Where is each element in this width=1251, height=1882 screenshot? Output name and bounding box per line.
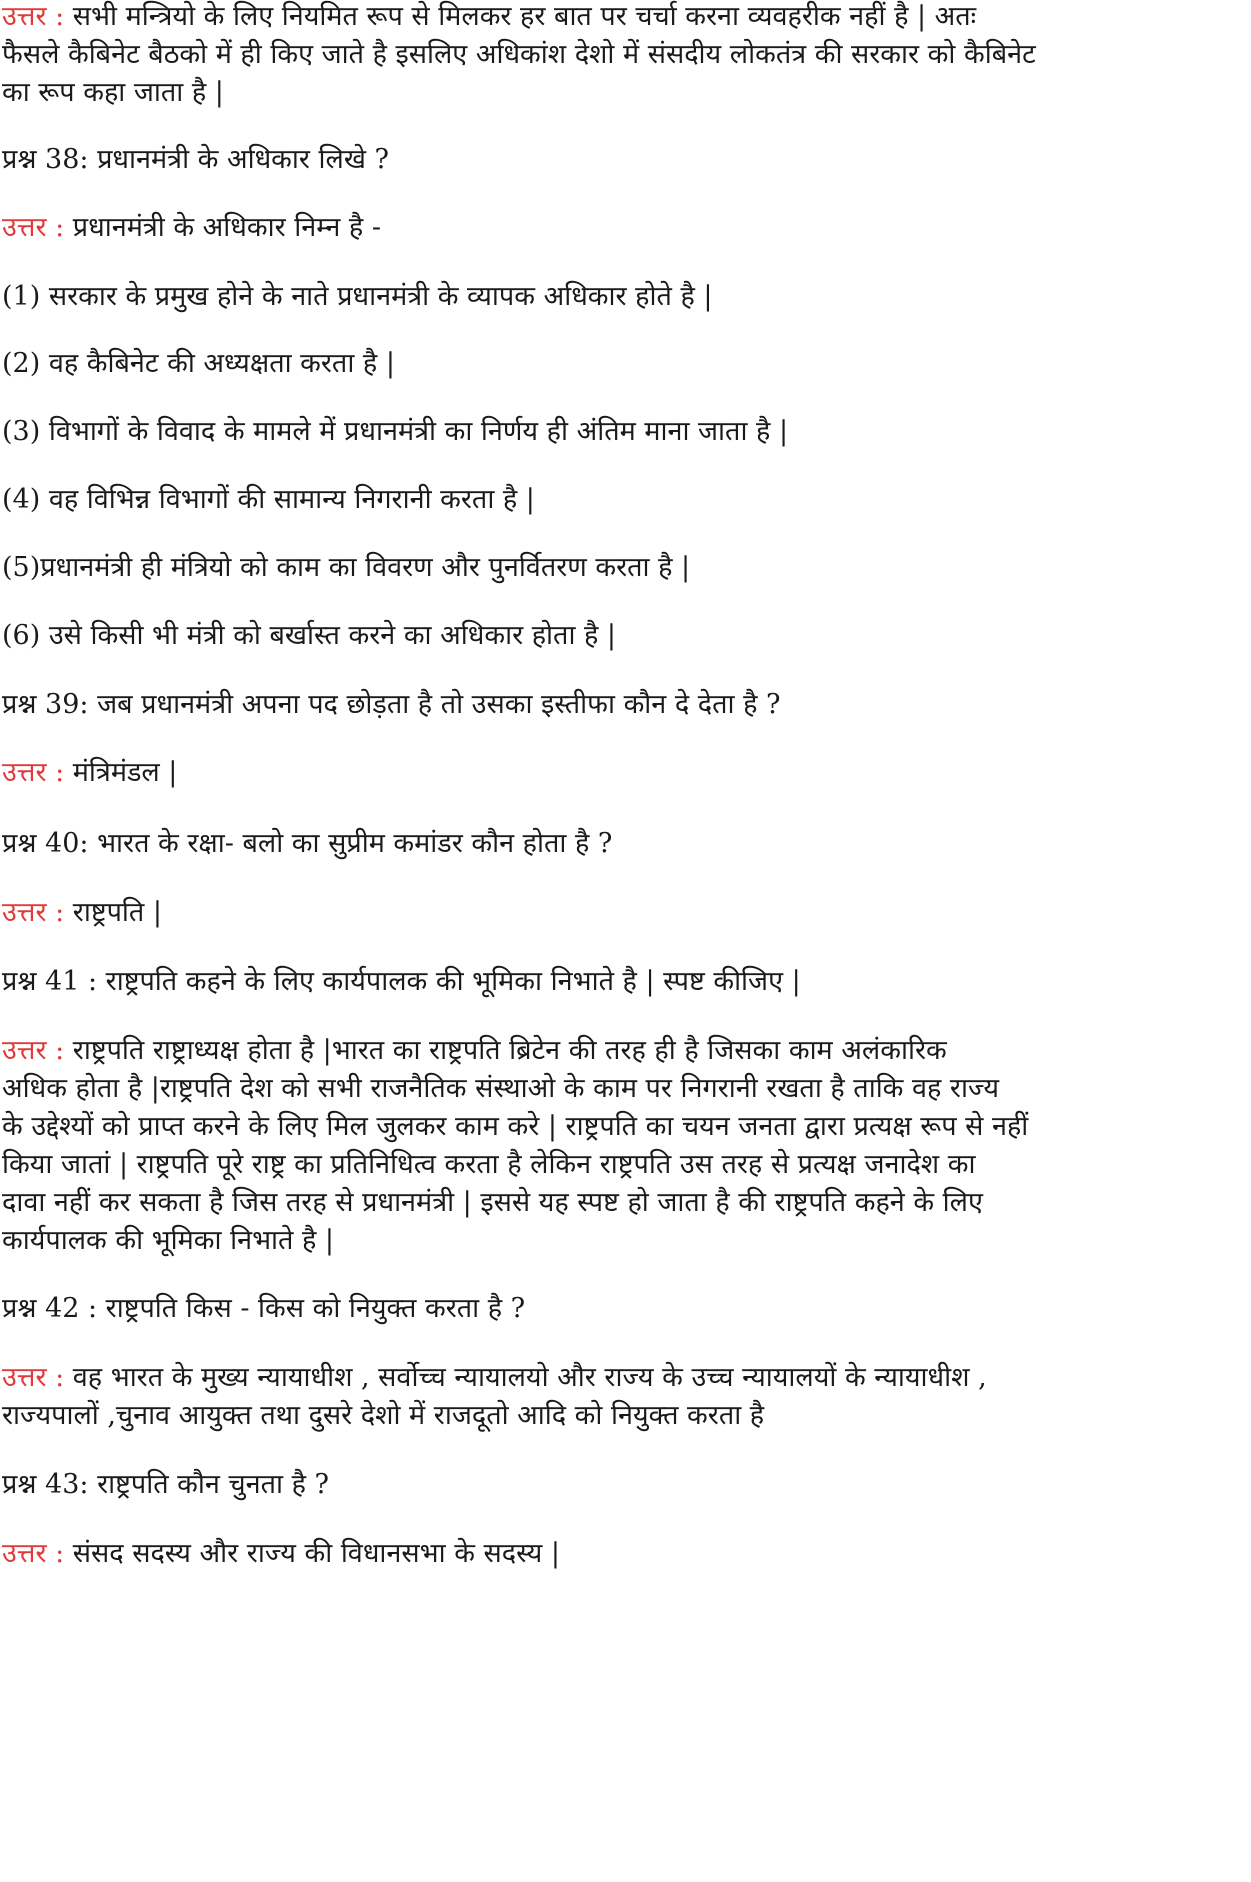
question-43-text: प्रश्न 43: राष्ट्रपति कौन चुनता है ? <box>2 1469 329 1500</box>
answer-37-line-3-text: का रूप कहा जाता है | <box>2 77 224 108</box>
answer-38-point-1 <box>2 280 712 314</box>
answer-41-line-4 <box>2 1148 975 1182</box>
answer-38-point-2 <box>2 347 395 381</box>
question-39 <box>2 688 780 722</box>
answer-40-text: राष्ट्रपति | <box>72 897 162 928</box>
answer-label: उत्तर : <box>2 1538 65 1569</box>
answer-label: उत्तर : <box>2 757 65 788</box>
answer-37-line-2-text: फैसले कैबिनेट बैठको में ही किए जाते है इसलिए अधिकांश देशो में संसदीय लोकतंत्र की सरकार को कैबिनेट <box>2 39 1036 70</box>
answer-label: उत्तर : <box>2 1035 65 1066</box>
question-40-text: प्रश्न 40: भारत के रक्षा- बलो का सुप्रीम कमांडर कौन होता है ? <box>2 828 613 859</box>
answer-38-point-2-text: (2) वह कैबिनेट की अध्यक्षता करता है | <box>2 348 395 379</box>
answer-39 <box>2 756 177 790</box>
answer-label: उत्तर : <box>2 212 65 243</box>
answer-label: उत्तर : <box>2 1362 65 1393</box>
answer-41-line-4-text: किया जातां | राष्ट्रपति पूरे राष्ट्र का प्रतिनिधित्व करता है लेकिन राष्ट्रपति उस तरह से प्रत्यक्ष जनादेश का <box>2 1149 976 1180</box>
answer-38-point-3 <box>2 415 788 449</box>
question-42 <box>2 1292 525 1326</box>
answer-38-point-6-text: (6) उसे किसी भी मंत्री को बर्खास्त करने का अधिकार होता है | <box>2 620 617 651</box>
answer-42-line-1-text: वह भारत के मुख्य न्यायाधीश , सर्वोच्च न्यायालयो और राज्य के उच्च न्यायालयों के न्यायाधीश , <box>72 1362 987 1393</box>
answer-42-line-1 <box>2 1361 987 1395</box>
answer-39-text: मंत्रिमंडल | <box>72 757 178 788</box>
question-43 <box>2 1468 329 1502</box>
question-42-text: प्रश्न 42 : राष्ट्रपति किस - किस को नियुक्त करता है ? <box>2 1293 526 1324</box>
answer-41-line-1 <box>2 1034 947 1068</box>
question-41 <box>2 965 801 999</box>
answer-37-line-3 <box>2 76 224 110</box>
question-38-text: प्रश्न 38: प्रधानमंत्री के अधिकार लिखे ? <box>2 144 389 175</box>
question-41-text: प्रश्न 41 : राष्ट्रपति कहने के लिए कार्यपालक की भूमिका निभाते है | स्पष्ट कीजिए | <box>2 966 801 997</box>
question-40 <box>2 827 612 861</box>
answer-37-line-2 <box>2 38 1036 72</box>
answer-41-line-2-text: अधिक होता है |राष्ट्रपति देश को सभी राजनैतिक संस्थाओ के काम पर निगरानी रखता है ताकि वह राज्य <box>2 1073 1000 1104</box>
answer-41-line-5-text: दावा नहीं कर सकता है जिस तरह से प्रधानमंत्री | इससे यह स्पष्ट हो जाता है की राष्ट्रपति कहने के लिए <box>2 1187 983 1218</box>
question-39-text: प्रश्न 39: जब प्रधानमंत्री अपना पद छोड़ता है तो उसका इस्तीफा कौन दे देता है ? <box>2 689 781 720</box>
answer-41-line-5 <box>2 1186 983 1220</box>
question-38 <box>2 143 389 177</box>
answer-40 <box>2 896 162 930</box>
answer-38-point-6 <box>2 619 616 653</box>
answer-41-line-2 <box>2 1072 999 1106</box>
answer-38-point-4 <box>2 483 535 517</box>
answer-41-line-1-text: राष्ट्रपति राष्ट्राध्यक्ष होता है |भारत का राष्ट्रपति ब्रिटेन की तरह ही है जिसका काम अलंकारिक <box>72 1035 947 1066</box>
answer-43-text: संसद सदस्य और राज्य की विधानसभा के सदस्य | <box>72 1538 560 1569</box>
answer-38-point-4-text: (4) वह विभिन्न विभागों की सामान्य निगरानी करता है | <box>2 484 535 515</box>
answer-38-text: प्रधानमंत्री के अधिकार निम्न है - <box>72 212 381 243</box>
answer-38-point-3-text: (3) विभागों के विवाद के मामले में प्रधानमंत्री का निर्णय ही अंतिम माना जाता है | <box>2 416 789 447</box>
answer-37-line-1-text: सभी मन्त्रियो के लिए नियमित रूप से मिलकर हर बात पर चर्चा करना व्यवहरीक नहीं है | अतः <box>72 1 977 32</box>
answer-38-point-5-text: (5)प्रधानमंत्री ही मंत्रियो को काम का विवरण और पुनर्वितरण करता है | <box>2 552 691 583</box>
answer-label: उत्तर : <box>2 897 65 928</box>
answer-41-line-6 <box>2 1224 334 1258</box>
answer-41-line-3 <box>2 1110 1028 1144</box>
answer-43 <box>2 1537 560 1571</box>
answer-42-line-2-text: राज्यपालों ,चुनाव आयुक्त तथा दुसरे देशो में राजदूतो आदि को नियुक्त करता है <box>2 1400 765 1431</box>
answer-37-line-1 <box>2 0 976 34</box>
answer-42-line-2 <box>2 1399 764 1433</box>
answer-41-line-6-text: कार्यपालक की भूमिका निभाते है | <box>2 1225 335 1256</box>
answer-38-point-1-text: (1) सरकार के प्रमुख होने के नाते प्रधानमंत्री के व्यापक अधिकार होते है | <box>2 281 713 312</box>
answer-38 <box>2 211 381 245</box>
answer-label: उत्तर : <box>2 1 65 32</box>
answer-38-point-5 <box>2 551 690 585</box>
answer-41-line-3-text: के उद्देश्यों को प्राप्त करने के लिए मिल जुलकर काम करे | राष्ट्रपति का चयन जनता द्वारा प्रत्यक्ष रूप से नहीं <box>2 1111 1029 1142</box>
